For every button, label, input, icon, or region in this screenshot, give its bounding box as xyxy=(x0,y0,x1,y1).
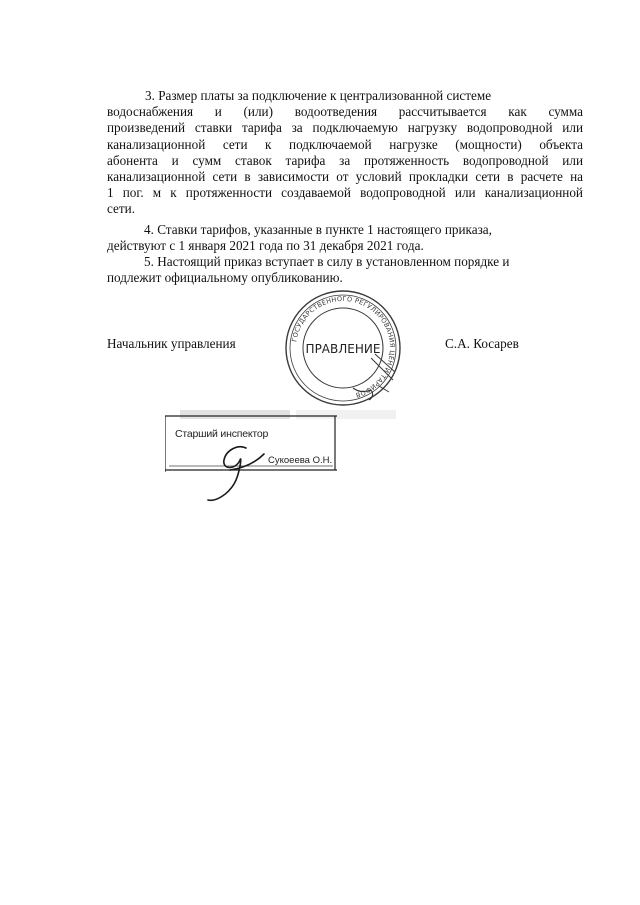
stamp-ring-text: ГОСУДАРСТВЕННОГО РЕГУЛИРОВАНИЯ ЦЕН И ТАРИФОВ xyxy=(290,294,397,400)
paragraph-3-line: 3. Размер платы за подключение к централизованной системе xyxy=(145,88,492,103)
signer-name: С.А. Косарев xyxy=(445,336,519,351)
paragraph-3-line: канализационной сети к подключаемой нагрузке (мощности) объекта xyxy=(107,136,583,152)
official-stamp xyxy=(283,288,403,408)
paragraph-3-line: 1 пог. м к протяженности создаваемой водопроводной или канализационной xyxy=(107,185,583,201)
paragraph-4-line: 4. Ставки тарифов, указанные в пункте 1 настоящего приказа, xyxy=(144,222,492,237)
paragraph-3-line: произведений ставки тарифа за подключаемую нагрузку водопроводной или xyxy=(107,120,583,136)
paragraph-3-line: абонента и сумм ставок тарифа за протяженность водопроводной или xyxy=(107,152,583,168)
paragraph-3-line: сети. xyxy=(107,201,135,217)
paragraph-5-line: подлежит официальному опубликованию. xyxy=(107,270,343,286)
paragraph-3 xyxy=(107,88,583,218)
paragraph-3-line: водоснабжения и (или) водоотведения рассчитывается как сумма xyxy=(107,104,583,120)
position-title: Начальник управления xyxy=(107,336,236,351)
paragraph-5-line: 5. Настоящий приказ вступает в силу в установленном порядке и xyxy=(144,254,510,269)
certification-title: Старший инспектор xyxy=(175,428,269,440)
paragraph-4 xyxy=(107,222,583,254)
paragraph-3-line: канализационной сети в зависимости от условий прокладки сети в расчете на xyxy=(107,169,583,185)
certification-name: Сукоеева О.Н. xyxy=(268,455,333,466)
paragraph-4-line: действуют с 1 января 2021 года по 31 декабря 2021 года. xyxy=(107,238,424,254)
stamp-center-text: ПРАВЛЕНИЕ xyxy=(305,342,381,356)
paragraph-5 xyxy=(107,254,583,286)
handwritten-signature xyxy=(200,440,270,505)
